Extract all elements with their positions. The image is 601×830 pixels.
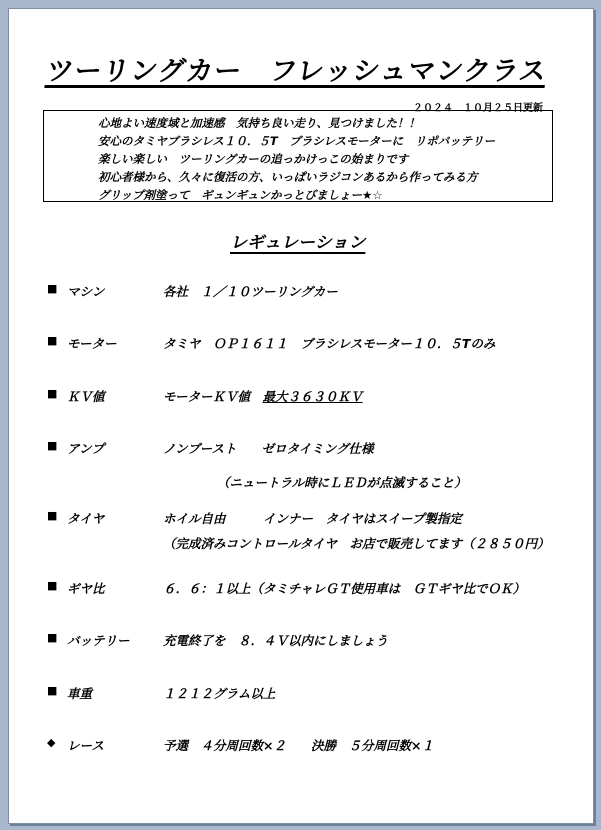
regulation-value: ホイル自由 インナー タイヤはスイープ製指定: [163, 511, 462, 526]
square-bullet-icon: ■: [47, 631, 58, 644]
regulation-label: タイヤ: [67, 511, 105, 526]
amp-note: （ニュートラル時にＬＥＤが点滅すること）: [217, 475, 467, 490]
diamond-bullet-icon: ◆: [47, 736, 56, 749]
regulation-value: 各社 １／１０ツーリングカー: [163, 284, 338, 299]
regulation-value: ノンブースト ゼロタイミング仕様: [163, 441, 374, 456]
regulation-value: 充電終了を ８．４Ｖ以内にしましょう: [163, 633, 389, 648]
square-bullet-icon: ■: [47, 579, 58, 592]
regulation-label: 車重: [67, 686, 93, 701]
square-bullet-icon: ■: [47, 387, 58, 400]
regulation-label: ＫＶ値: [67, 389, 105, 404]
intro-line: 安心のタミヤブラシレス１０．５T ブラシレスモーターに リポバッテリー: [98, 134, 496, 148]
page-title: ツーリングカー フレッシュマンクラス: [44, 56, 549, 87]
regulation-label: バッテリー: [67, 633, 130, 648]
tire-note: （完成済みコントロールタイヤ お店で販売してます（２８５０円）: [163, 536, 550, 551]
square-bullet-icon: ■: [47, 282, 58, 295]
square-bullet-icon: ■: [47, 439, 58, 452]
regulation-label: ギヤ比: [67, 581, 105, 596]
intro-line: 心地よい速度域と加速感 気持ち良い走り、見つけました！！: [98, 116, 420, 130]
square-bullet-icon: ■: [47, 334, 58, 347]
regulation-value: [163, 387, 363, 405]
regulation-label: レース: [67, 738, 104, 753]
updated-date: ２０２４ １０月２５日更新: [413, 103, 543, 114]
intro-line: 楽しい楽しい ツーリングカーの追っかけっこの始まりです: [98, 152, 409, 166]
regulation-label: マシン: [67, 284, 105, 299]
document-page: [8, 8, 594, 824]
regulation-value: タミヤ ＯＰ１６１１ ブラシレスモーター１０．５Tのみ: [163, 336, 496, 351]
square-bullet-icon: ■: [47, 509, 58, 522]
intro-line: 初心者様から、久々に復活の方、いっぱいラジコンあるから作ってみる方: [98, 170, 478, 184]
kv-max-value: 最大３６３０ＫＶ: [262, 389, 363, 404]
regulation-value: 予選 ４分周回数×２ 決勝 ５分周回数×１: [163, 738, 434, 753]
intro-box: [43, 110, 553, 202]
regulation-heading: レギュレーション: [230, 233, 366, 253]
regulation-value: ６．６：１以上（タミチャレＧＴ使用車は ＧＴギヤ比でＯＫ）: [163, 581, 526, 596]
regulation-value: １２１２グラム以上: [163, 686, 276, 701]
regulation-label: モーター: [67, 336, 117, 351]
square-bullet-icon: ■: [47, 684, 58, 697]
intro-line: グリップ剤塗って ギュンギュンかっとびましょー★☆: [98, 188, 383, 202]
regulation-label: アンプ: [67, 441, 105, 456]
kv-text: モーターＫＶ値: [163, 389, 263, 404]
